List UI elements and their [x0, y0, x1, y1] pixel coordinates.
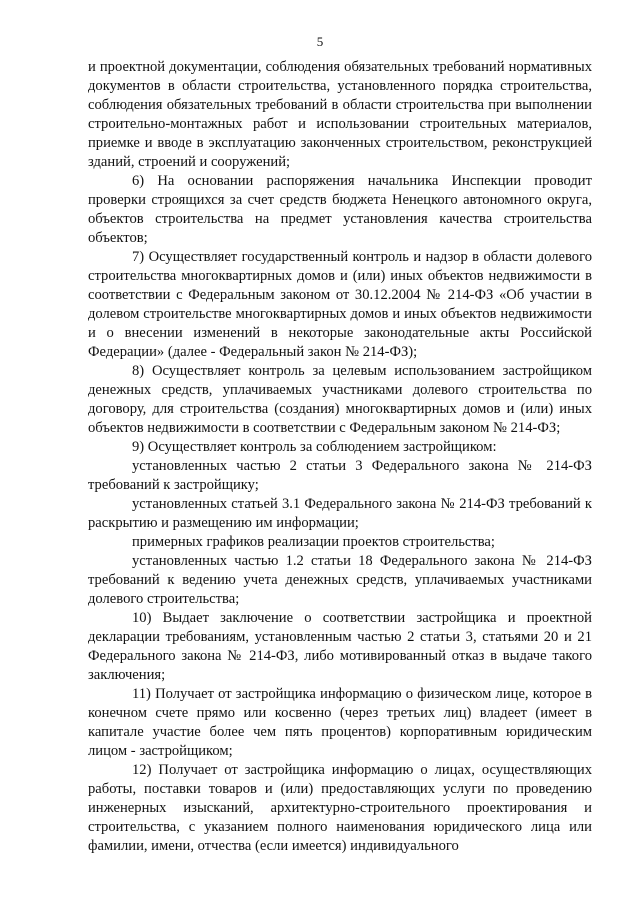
paragraph: 7) Осуществляет государственный контроль и надзор в области долевого строительства многоквартирных домов и (или) иных объектов недвижимости в соответствии с Федеральным законом от 30.12.2004 № 214-ФЗ «Об участии в долевом строительстве многоквартирных домов и иных объектов недвижимости и о внесении изменений в некоторые законодательные акты Российской Федерации» (далее - Федеральный закон № 214-ФЗ); [88, 249, 592, 360]
page-number: 5 [316, 34, 324, 49]
paragraph: установленных статьей 3.1 Федерального закона № 214-ФЗ требований к раскрытию и размещению им информации; [88, 496, 592, 531]
paragraph: установленных частью 1.2 статьи 18 Федерального закона № 214-ФЗ требований к ведению учета денежных средств, уплачиваемых участниками долевого строительства; [88, 553, 592, 607]
paragraph: 8) Осуществляет контроль за целевым использованием застройщиком денежных средств, уплачиваемых участниками долевого строительства по договору, для строительства (создания) многоквартирных домов и (или) иных объектов недвижимости в соответствии с Федеральным законом № 214-ФЗ; [88, 363, 592, 436]
paragraph: и проектной документации, соблюдения обязательных требований нормативных документов в области строительства, установленного порядка строительства, соблюдения обязательных требований в области строительства при выполнении строительно-монтажных работ и использовании строительных материалов, приемке и вводе в эксплуатацию законченных строительством, реконструкцией зданий, строений и сооружений; [88, 59, 592, 170]
paragraph: 11) Получает от застройщика информацию о физическом лице, которое в конечном счете прямо или косвенно (через третьих лиц) владеет (имеет в капитале участие более чем пять процентов) корпоративным юридическим лицом - застройщиком; [88, 686, 592, 759]
document-body [88, 58, 592, 856]
paragraph: 9) Осуществляет контроль за соблюдением застройщиком: [132, 439, 497, 455]
paragraph: установленных частью 2 статьи 3 Федерального закона № 214-ФЗ требований к застройщику; [88, 458, 592, 493]
paragraph: 10) Выдает заключение о соответствии застройщика и проектной декларации требованиям, установленным частью 2 статьи 3, статьями 20 и 21 Федерального закона № 214-ФЗ, либо мотивированный отказ в выдаче такого заключения; [88, 610, 592, 683]
paragraph: 12) Получает от застройщика информацию о лицах, осуществляющих работы, поставки товаров и (или) предоставляющих услуги по проведению инженерных изысканий, архитектурно-строительного проектирования и строительства, с указанием полного наименования юридического лица или фамилии, имени, отчества (если имеется) индивидуального [88, 762, 592, 854]
paragraph: примерных графиков реализации проектов строительства; [132, 534, 495, 550]
paragraph: 6) На основании распоряжения начальника Инспекции проводит проверки строящихся за счет средств бюджета Ненецкого автономного округа, объектов строительства на предмет установления качества строительства объектов; [88, 173, 592, 246]
